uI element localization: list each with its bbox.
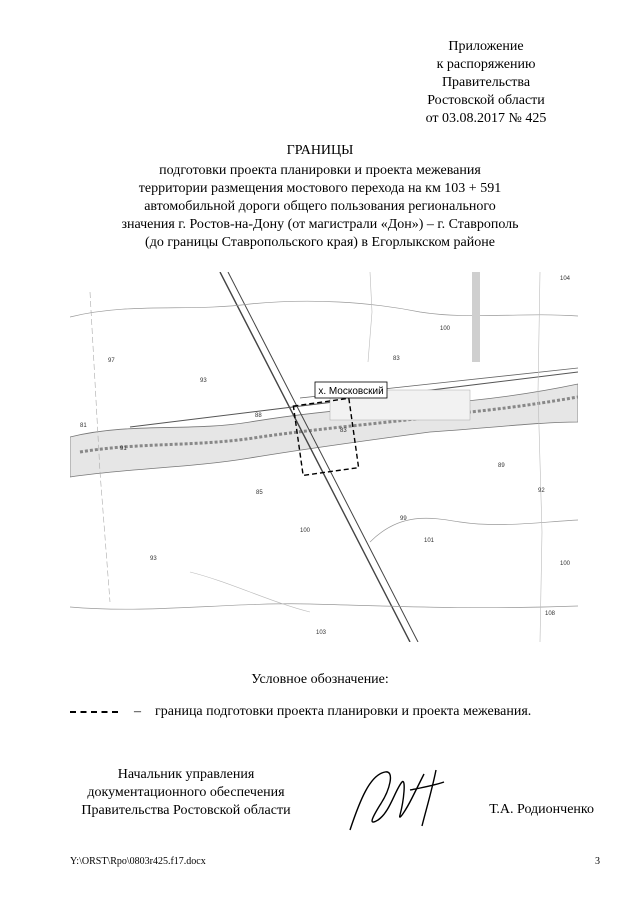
signatory-name: Т.А. Родионченко	[489, 802, 594, 817]
title-line: автомобильной дороги общего пользования регионального	[144, 199, 496, 214]
signatory-position	[66, 766, 306, 820]
appendix-block	[346, 38, 566, 128]
legend-separator: –	[134, 704, 141, 719]
map-number: 92	[538, 488, 545, 494]
map-number: 100	[560, 561, 571, 567]
title-line: подготовки проекта планировки и проекта межевания	[159, 163, 481, 178]
forest-strip	[472, 272, 480, 362]
map-number: 103	[316, 630, 327, 636]
field-boundary	[70, 301, 578, 317]
map-number: 104	[560, 276, 571, 282]
handwritten-signature	[340, 760, 460, 840]
page-number: 3	[595, 856, 600, 867]
legend-text: граница подготовки проекта планировки и проекта межевания.	[155, 704, 532, 719]
map-number: 88	[255, 413, 262, 419]
map-number: 101	[424, 538, 435, 544]
appendix-line: Правительства	[441, 75, 531, 90]
appendix-line: от 03.08.2017 № 425	[425, 111, 547, 126]
appendix-line: Ростовской области	[427, 93, 545, 108]
map-number: 89	[498, 463, 505, 469]
appendix-line: к распоряжению	[436, 57, 536, 72]
title-heading: ГРАНИЦЫ	[286, 143, 354, 158]
position-line: Правительства Ростовской области	[81, 803, 291, 818]
boundary-map	[70, 272, 578, 642]
map-number: 97	[108, 358, 115, 364]
footer-path: Y:\ORST\Rpo\0803r425.f17.docx	[70, 856, 206, 867]
title-line: (до границы Ставропольского края) в Егорлыкском районе	[145, 235, 495, 250]
map-number: 93	[200, 378, 207, 384]
field-boundary	[190, 572, 310, 612]
map-number: 81	[80, 423, 87, 429]
legend-item	[70, 704, 531, 720]
map-number: 85	[256, 490, 263, 496]
dashed-line-symbol	[70, 711, 118, 713]
field-boundary	[70, 604, 578, 609]
position-line: Начальник управления	[117, 767, 255, 782]
appendix-line: Приложение	[448, 39, 524, 54]
document-title	[0, 142, 640, 252]
field-boundary	[368, 272, 372, 362]
map-number: 108	[545, 611, 556, 617]
map-number: 83	[340, 428, 347, 434]
title-line: значения г. Ростов-на-Дону (от магистрали «Дон») – г. Ставрополь	[121, 217, 519, 232]
field-boundary	[538, 272, 542, 642]
map-number: 100	[300, 528, 311, 534]
map-number: 93	[150, 556, 157, 562]
legend-title: Условное обозначение:	[251, 672, 389, 687]
position-line: документационного обеспечения	[87, 785, 285, 800]
map-number: 99	[400, 516, 407, 522]
title-line: территории размещения мостового перехода на км 103 + 591	[138, 181, 502, 196]
map-number: 83	[393, 356, 400, 362]
map-number: 91	[120, 446, 127, 452]
settlement-label: х. Московский	[318, 386, 384, 397]
map-number: 100	[440, 326, 451, 332]
